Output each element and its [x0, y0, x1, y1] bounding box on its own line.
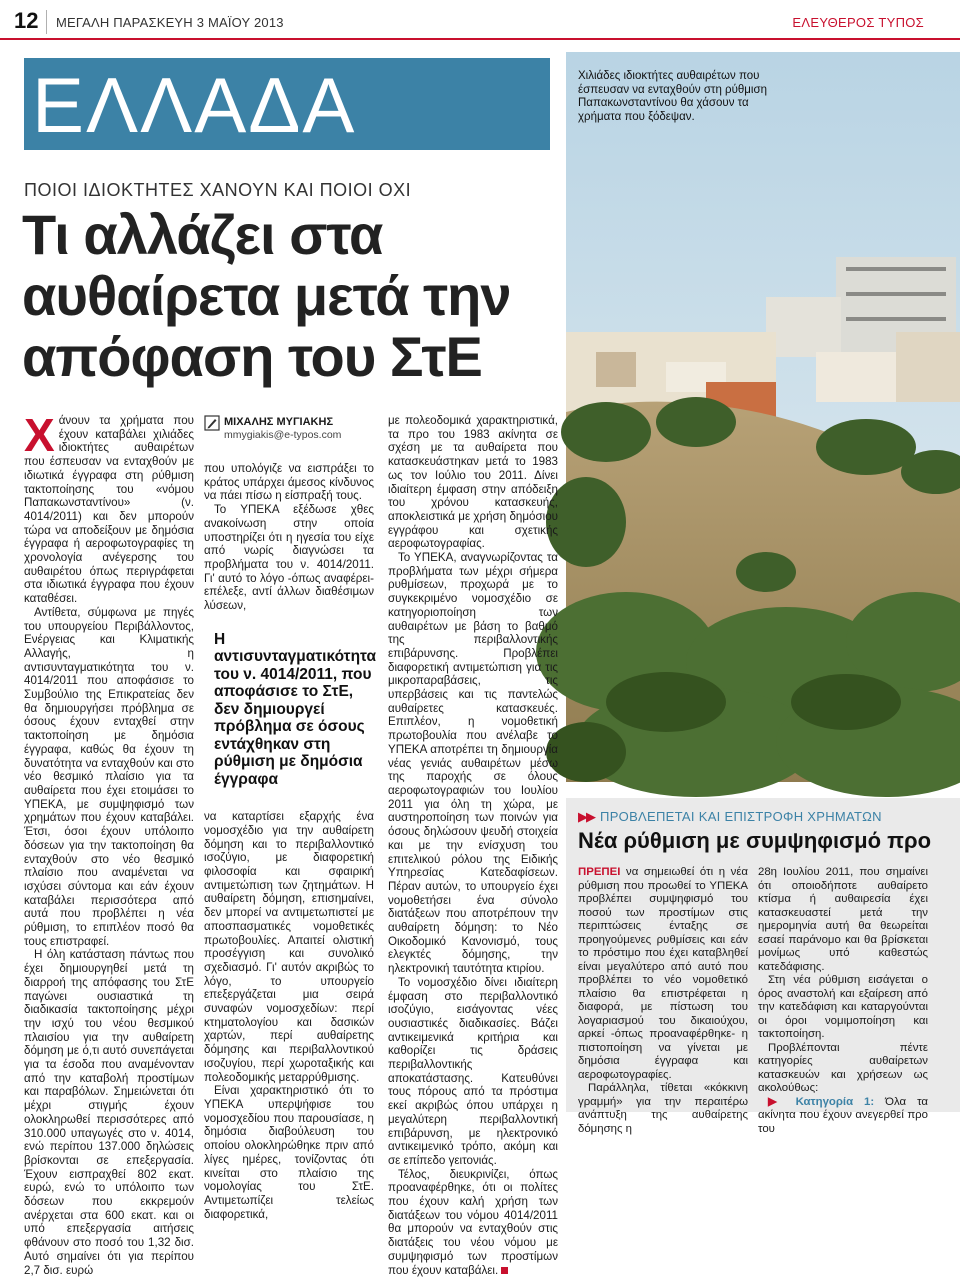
body-paragraph — [388, 1168, 558, 1277]
end-mark-icon — [501, 1267, 508, 1274]
article-photo — [566, 52, 960, 782]
newspaper-name: ΕΛΕΥΘΕΡΟΣ ΤΥΠΟΣ — [792, 15, 924, 30]
box-column-1 — [578, 866, 748, 1136]
box-category — [758, 1096, 928, 1137]
box-paragraph: 28η Ιουλίου 2011, που σημαίνει ότι οποιοδήποτε αυθαίρετο κτίσμα ή αυθαιρεσία έχει κατασκευαστεί μετά την ημερομηνία αυτή θα θεωρείται εσαεί παράνομο και θα βρίσκεται μονίμως υπό καθεστώς κατεδάφισης. — [758, 866, 928, 973]
title-line: Τι αλλάζει στα — [22, 203, 383, 266]
section-banner — [24, 58, 550, 150]
body-paragraph: που υπολόγιζε να εισπράξει το κράτος υπάρχει άμεσος κίνδυνος να πάει πίσω η είσπραξή τους. — [204, 462, 374, 503]
page-number: 12 — [14, 8, 39, 33]
pen-icon — [204, 415, 220, 431]
author-email[interactable]: mmygiakis@e-typos.com — [224, 429, 342, 441]
box-column-2 — [758, 866, 928, 1136]
lead-text: άνουν τα χρήματα που έχουν καταβάλει χιλιάδες ιδιοκτήτες αυθαιρέτων που έσπευσαν να ενταχθούν με ιδιωτικά έγγραφα στη ρύθμιση τακτοποίησης του «νόμου Παπακωνσταντίνου» (ν. 4014/2011) και δεν μπορούν τώρα να αποδείξουν με δημόσια έγγραφα ή αεροφωτογραφίες τη χρονολογία ανέγερσης του αυθαιρέτου όπως περιγράφεται στα ιδιωτικά έγγραφα που έχουν καταθέσει. — [24, 414, 194, 606]
body-paragraph: Η όλη κατάσταση πάντως που έχει δημιουργηθεί μετά τη διαρροή της απόφασης του ΣτΕ παγώνει ουσιαστικά τη διαδικασία τακτοποίησης μέχρι την ισχύ του νέου θεσμικού πλαισίου για την αυθαίρετη δόμηση με ό,τι αυτό συνεπάγεται για τα έσοδα που αναμένονταν από την καταβολή προστίμων και παραβόλων. Σημειώνεται ότι μέχρι στιγμής έχουν ολοκληρωθεί περισσότερες από 310.000 υπαγωγές στο ν. 4014, ενώ περίπου 137.000 δηλώσεις βρίσκονται σε επεξεργασία. Έχουν εισπραχθεί 802 εκατ. ευρώ, ενώ το υπόλοιπο των δόσεων που εκκρεμούν ανέρχεται στα 600 εκατ. και οι υπό επεξεργασία αιτήσεις φθάνουν στο ποσό του 1,32 δισ. Αυτό σημαίνει ότι για περίπου 2,7 δισ. ευρώ — [24, 948, 194, 1277]
triangle-bullet-icon: ▶ — [768, 1095, 785, 1108]
header-divider — [46, 10, 47, 34]
category-label: Κατηγορία 1: — [795, 1095, 875, 1108]
body-paragraph: Το ΥΠΕΚΑ εξέδωσε χθες ανακοίνωση στην οποία υποστηρίζει ότι η ηγεσία του είχε από νωρίς διαγνώσει τα προβλήματα του ν. 4014/2011. Γι' αυτό το λόγο -όπως αναφέρει- επέλεξε, αντί άλλων διαθέσιμων λύσεων, — [204, 503, 374, 613]
lead-paragraph — [24, 409, 194, 606]
title-line: απόφαση του ΣτΕ — [22, 325, 482, 388]
lead-word: ΠΡΕΠΕΙ — [578, 866, 621, 878]
article-kicker: ΠΟΙΟΙ ΙΔΙΟΚΤΗΤΕΣ ΧΑΝΟΥΝ ΚΑΙ ΠΟΙΟΙ ΟΧΙ — [24, 180, 412, 200]
body-paragraph: να καταρτίσει εξαρχής ένα νομοσχέδιο για την αυθαίρετη δόμηση και το περιβαλλοντικό ισοζύγιο, με διαφορετική φιλοσοφία και σφαιρική αντιμετώπιση των ζητημάτων. Η αυθαίρετη δόμηση, επισημαίνει, δεν μπορεί να αντιμετωπιστεί με αποσπασματικές νομοθετικές πρωτοβουλίες. Απαιτεί ολιστική προσέγγιση και συνολικό σχεδιασμό. Γι' αυτόν ακριβώς το λόγο, το υπουργείο επεξεργάζεται μια σειρά συναφών νομοσχεδίων: περί κτηματολογίου και δασικών χαρτών, περί αυθαίρετης δόμησης και περιβαλλοντικού ισοζυγίου, περί χωροταξικής και πολεοδομικής μεταρρύθμισης. — [204, 810, 374, 1084]
closing-text: Τέλος, διευκρινίζει, όπως προαναφέρθηκε, ότι οι πολίτες που έχουν καλή χρήση των διατάξεων του νόμου 4014/2011 θα μπορούν να ενταχθούν στις διατάξεις του νέου νόμου με συμψηφισμό των προστίμων που έχουν καταβάλει. — [388, 1167, 558, 1277]
body-paragraph: Είναι χαρακτηριστικό ότι το ΥΠΕΚΑ υπερψήφισε του νομοσχεδίου που παρουσίασε, η δημόσια διαβούλευση του οποίου ολοκληρώθηκε πριν από λίγες ημέρες, τονίζοντας ότι κινείται στο πλαίσιο της νομολογίας του ΣτΕ. Αντιμετωπίζει τελείως διαφορετικά, — [204, 1084, 374, 1221]
box-paragraph: Στη νέα ρύθμιση εισάγεται ο όρος αναστολή και εξαίρεση από την κατεδάφιση και καταργούνται οι όροι νομιμοποίηση και τακτοποίηση. — [758, 974, 928, 1040]
body-paragraph: Αντίθετα, σύμφωνα με πηγές του υπουργείου Περιβάλλοντος, Ενέργειας και Κλιματικής Αλλαγής, η αντισυνταγματικότητα του ν. 4014/2011 που αποφάσισε το Συμβούλιο της Επικρατείας δεν θα δημιουργήσει πρόβλημα σε όσους έχουν ενταχθεί στην τακτοποίηση με δημόσια έγγραφα, καθώς θα έχουν τη δυνατότητα να ενταχθούν και στο νέο θεσμικό πλαίσιο για τα αυθαίρετα που έχει ετοιμάσει το ΥΠΕΚΑ, με συμψηφισμό των χρημάτων που έχουν καταβάλει. Έτσι, όσοι έχουν υπόλοιπο δόσεων για την τακτοποίηση θα ενταχθούν στο νέο θεσμικό πλαίσιο που αναμένεται να ισχύσει σύντομα και εάν έχουν καταβάλει περισσότερα από αυτά που προβλέπει η νέα ρύθμιση, το επιπλέον ποσό θα τους επιστραφεί. — [24, 605, 194, 948]
byline — [204, 414, 374, 462]
body-paragraph: Το νομοσχέδιο δίνει ιδιαίτερη έμφαση στο περιβαλλοντικό ισοζύγιο, εισάγοντας νέες ουσιαστικές διαδικασίες. Βάζει αντικειμενικά κριτήρια και καθορίζει τις δράσεις περιβαλλοντικής αποκατάστασης. Κατευθύνει τους πόρους από τα πρόστιμα εκεί ακριβώς όπου υπάρχει η μεγαλύτερη περιβαλλοντική επιβάρυνση, με ηλεκτρονικό αντικειμενικό τρόπο, ακόμη και σε επίπεδο γειτονιάς. — [388, 975, 558, 1167]
hillside-buildings-photo — [566, 52, 960, 782]
photo-caption: Χιλιάδες ιδιοκτήτες αυθαιρέτων που έσπευσαν να ενταχθούν στη ρύθμιση Παπακωνσταντίνου θα χάσουν τα χρήματα που ξόδεψαν. — [578, 70, 767, 123]
header-rule — [0, 38, 960, 40]
box-text: να σημειωθεί ότι η νέα ρύθμιση που προωθεί το ΥΠΕΚΑ προβλέπει συμψηφισμό του ποσού των προστίμων στις περιπτώσεις ένταξης σε προηγούμενες ρυθμίσεις και εάν το πρόστιμο που έχει καταβληθεί είναι μεγαλύτερο από αυτό που προβλέπει το νέο νομοθετικό πλαίσιο θα επιστρέφεται η διαφορά, με πίστωση του λογαριασμού του δικαιούχου, αρκεί -όπως προαναφέρθηκε- η πιστοποίηση να γίνεται με δημόσια έγγραφα και αεροφωτογραφίες. — [578, 866, 748, 1081]
title-line: αυθαίρετα μετά την — [22, 264, 511, 327]
article-title — [22, 204, 562, 387]
body-paragraph: Το ΥΠΕΚΑ, αναγνωρίζοντας τα προβλήματα των μέχρι σήμερα ρυθμίσεων, προχωρά με το συγκεκριμένο νομοσχέδιο σε κατηγοριοποίηση των αυθαιρέτων με βάση το βαθμό της περιβαλλοντικής επιβάρυνσης. Προβλέπει διαφορετική αντιμετώπιση για τις μικροπαραβάσεις, τις υπερβάσεις και τις παντελώς αυθαίρετες κατασκευές. Επιπλέον, η νομοθετική πρωτοβουλία που ανέλαβε το ΥΠΕΚΑ αποτρέπει τη δημιουργία νέας γενιάς αυθαιρέτων μέσω της παροχής σε όλους αεροφωτογραφιών του Ιουλίου 2011 για όλη τη χώρα, με αυστηροποίηση των ποινών για όσους δηλώσουν ψευδή στοιχεία και με την ενίσχυση του επιτελικού ρόλου της Ειδικής Υπηρεσίας Κατεδαφίσεων. Πέραν αυτών, το υπουργείο έχει νομοθετήσει ένα σύνολο διατάξεων που αποτρέπουν την αυθαίρετη δόμηση: το Νέο Οικοδομικό Κανονισμό, τους ελεγκτές δόμησης, την ηλεκτρονική ταυτότητα κτιρίου. — [388, 551, 558, 976]
section-label: ΕΛΛΑΔΑ — [32, 61, 357, 149]
article-column-2 — [204, 414, 377, 1221]
pull-quote: Η αντισυνταγματικότητα του ν. 4014/2011, που αποφάσισε το ΣτΕ, δεν δημιουργεί πρόβλημα σε όσους εντάχθηκαν στη ρύθμιση με δημόσια έγγραφα — [214, 630, 377, 788]
body-paragraph: με πολεοδομικά χαρακτηριστικά, τα προ του 1983 ακίνητα σε σχέση με τα αυθαίρετα που κατασκευάστηκαν μετά το 1983 ως τον Ιούλιο του 2011. Δίνει ιδιαίτερη έμφαση στην απόδειξη του χρόνου κατασκευής, αποκλειστικά με χρήση δημόσιου εγγράφου και σχετικής αεροφωτογραφίας. — [388, 414, 558, 551]
box-title: Νέα ρύθμιση με συμψηφισμό προ — [578, 828, 932, 853]
category-text: Όλα τα ακίνητα που έχουν ανεγερθεί προ του — [758, 1095, 928, 1135]
box-paragraph — [578, 866, 748, 1082]
box-kicker-text: ΠΡΟΒΛΕΠΕΤΑΙ ΚΑΙ ΕΠΙΣΤΡΟΦΗ ΧΡΗΜΑΤΩΝ — [600, 809, 882, 824]
article-column-1 — [24, 409, 194, 1277]
article-column-3 — [388, 414, 558, 1277]
drop-cap: Χ — [24, 409, 55, 461]
double-chevron-icon: ▶▶ — [578, 809, 594, 824]
author-name: ΜΙΧΑΛΗΣ ΜΥΓΙΑΚΗΣ — [224, 416, 334, 428]
box-paragraph: Προβλέπονται πέντε κατηγορίες αυθαίρετων κατασκευών και χρήσεων ως ακολούθως: — [758, 1041, 928, 1094]
box-kicker — [578, 809, 882, 825]
box-paragraph: Παράλληλα, τίθεται «κόκκινη γραμμή» για την περαιτέρω ανάπτυξη της αυθαίρετης δόμησης η — [578, 1082, 748, 1135]
issue-date: ΜΕΓΑΛΗ ΠΑΡΑΣΚΕΥΗ 3 ΜΑΪΟΥ 2013 — [56, 15, 284, 30]
